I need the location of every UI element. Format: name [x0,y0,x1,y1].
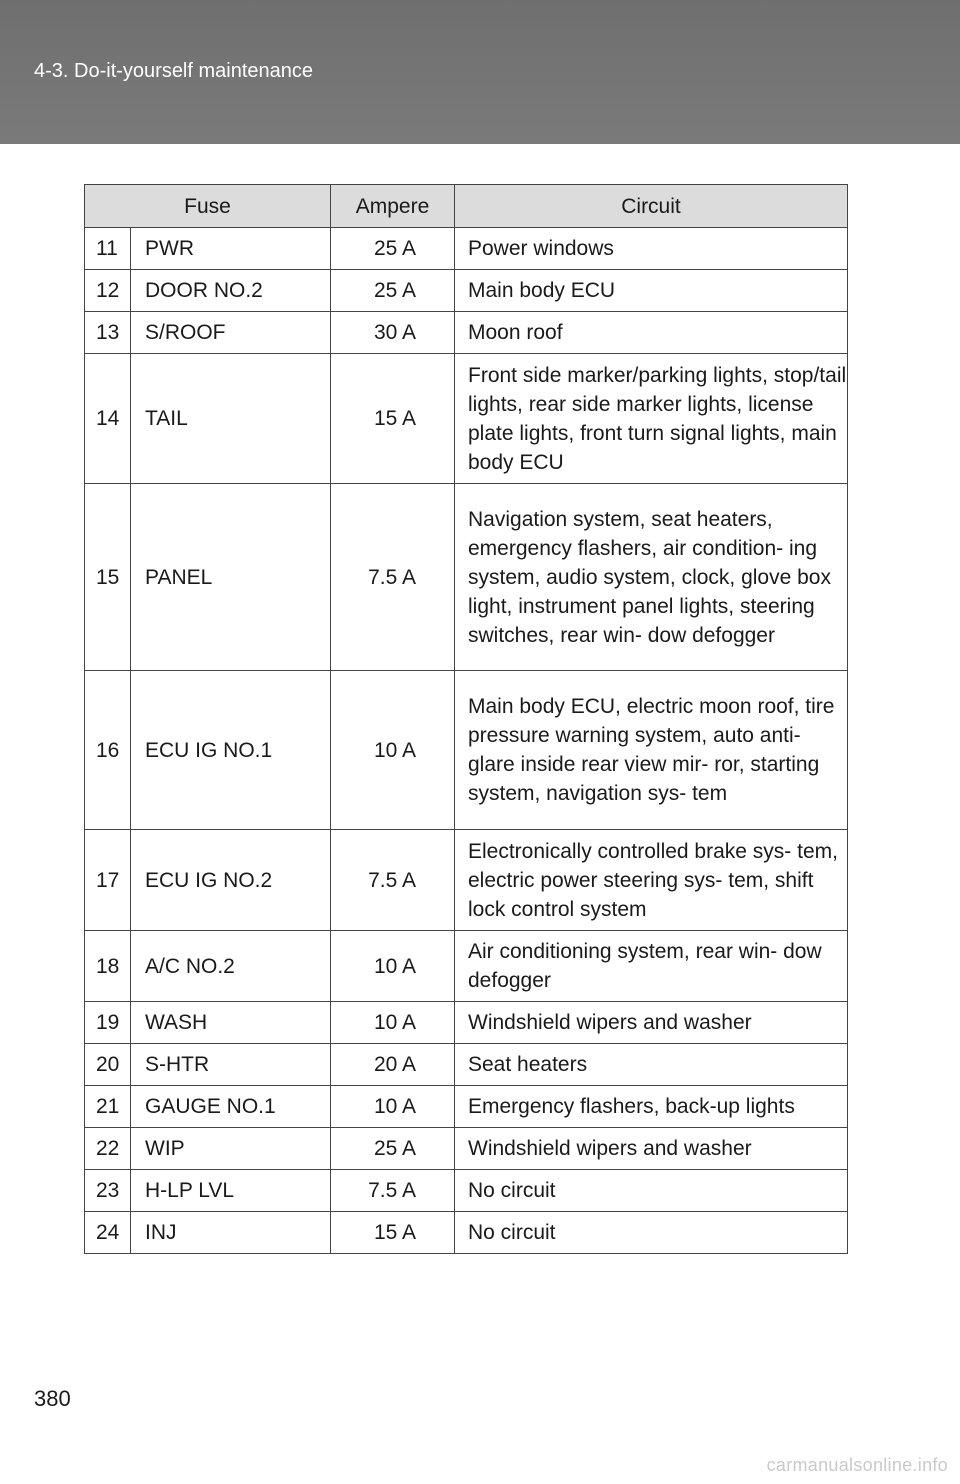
fuse-number: 13 [85,312,131,354]
fuse-circuit: Power windows [455,228,848,270]
fuse-ampere: 7.5 A [331,484,455,671]
fuse-circuit: Electronically controlled brake sys- tem, electric power steering sys- tem, shift lock control system [455,830,848,931]
fuse-name: WASH [131,1002,331,1044]
fuse-ampere: 25 A [331,228,455,270]
table-row [85,671,848,830]
fuse-name: GAUGE NO.1 [131,1086,331,1128]
fuse-ampere: 7.5 A [331,830,455,931]
fuse-ampere: 10 A [331,671,455,830]
fuse-name: S-HTR [131,1044,331,1086]
fuse-circuit: Main body ECU, electric moon roof, tire pressure warning system, auto anti-glare inside rear view mir- ror, starting system, navigation sys- tem [455,671,848,830]
fuse-number: 20 [85,1044,131,1086]
page-number: 380 [34,1386,71,1411]
table-row [85,354,848,484]
fuse-name: ECU IG NO.1 [131,671,331,830]
fuse-name: S/ROOF [131,312,331,354]
fuse-ampere: 25 A [331,1128,455,1170]
fuse-circuit: Main body ECU [455,270,848,312]
fuse-ampere: 25 A [331,270,455,312]
table-row [85,1086,848,1128]
fuse-name: PWR [131,228,331,270]
fuse-ampere: 20 A [331,1044,455,1086]
fuse-table [84,184,848,1254]
fuse-circuit: Front side marker/parking lights, stop/tail lights, rear side marker lights, license plate lights, front turn signal lights, main body ECU [455,354,848,484]
fuse-number: 21 [85,1086,131,1128]
table-row [85,1002,848,1044]
section-title: 4-3. Do-it-yourself maintenance [34,60,314,82]
fuse-circuit: No circuit [455,1212,848,1254]
fuse-ampere: 10 A [331,1002,455,1044]
fuse-ampere: 30 A [331,312,455,354]
fuse-name: WIP [131,1128,331,1170]
fuse-ampere: 7.5 A [331,1170,455,1212]
header-band [0,0,960,144]
table-row [85,312,848,354]
table-row [85,270,848,312]
fuse-number: 18 [85,931,131,1002]
fuse-circuit: Moon roof [455,312,848,354]
fuse-name: PANEL [131,484,331,671]
table-row [85,830,848,931]
table-header-row [85,185,848,228]
fuse-name: DOOR NO.2 [131,270,331,312]
fuse-ampere: 15 A [331,1212,455,1254]
fuse-number: 14 [85,354,131,484]
fuse-circuit: Windshield wipers and washer [455,1128,848,1170]
header-ampere: Ampere [331,185,455,228]
fuse-circuit: No circuit [455,1170,848,1212]
fuse-circuit: Emergency flashers, back-up lights [455,1086,848,1128]
fuse-ampere: 10 A [331,1086,455,1128]
fuse-number: 15 [85,484,131,671]
fuse-number: 12 [85,270,131,312]
fuse-number: 16 [85,671,131,830]
fuse-number: 19 [85,1002,131,1044]
watermark: carmanualsonline.info [766,1455,948,1475]
fuse-number: 23 [85,1170,131,1212]
fuse-name: ECU IG NO.2 [131,830,331,931]
fuse-name: TAIL [131,354,331,484]
table-row [85,1212,848,1254]
fuse-number: 17 [85,830,131,931]
fuse-name: A/C NO.2 [131,931,331,1002]
table-row [85,1170,848,1212]
fuse-circuit: Windshield wipers and washer [455,1002,848,1044]
table-row [85,228,848,270]
table-row [85,931,848,1002]
fuse-name: H-LP LVL [131,1170,331,1212]
header-circuit: Circuit [455,185,848,228]
table-row [85,484,848,671]
fuse-number: 11 [85,228,131,270]
table-row [85,1044,848,1086]
fuse-ampere: 10 A [331,931,455,1002]
fuse-ampere: 15 A [331,354,455,484]
table-row [85,1128,848,1170]
fuse-name: INJ [131,1212,331,1254]
fuse-number: 22 [85,1128,131,1170]
fuse-circuit: Seat heaters [455,1044,848,1086]
fuse-number: 24 [85,1212,131,1254]
fuse-circuit: Air conditioning system, rear win- dow defogger [455,931,848,1002]
header-fuse: Fuse [85,185,331,228]
fuse-circuit: Navigation system, seat heaters, emergency flashers, air condition- ing system, audio system, clock, glove box light, instrument panel lights, steering switches, rear win- dow defogger [455,484,848,671]
